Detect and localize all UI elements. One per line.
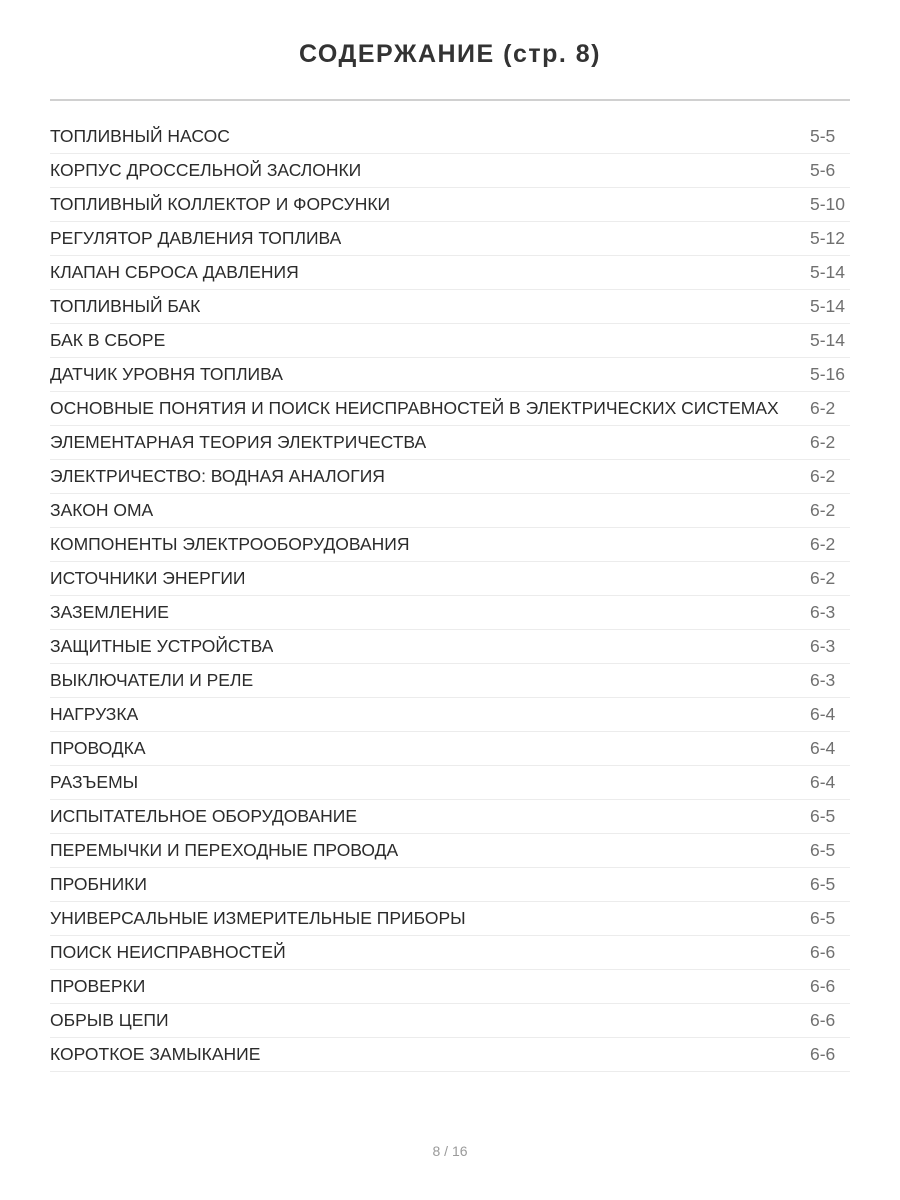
toc-entry[interactable] bbox=[50, 358, 850, 392]
toc-entry[interactable] bbox=[50, 800, 850, 834]
toc-entry-page: 6-5 bbox=[810, 908, 836, 928]
toc-entry[interactable] bbox=[50, 970, 850, 1004]
toc-entry[interactable] bbox=[50, 494, 850, 528]
toc-entry[interactable] bbox=[50, 392, 850, 426]
toc-entry-title: ЭЛЕМЕНТАРНАЯ ТЕОРИЯ ЭЛЕКТРИЧЕСТВА bbox=[50, 432, 427, 452]
toc-entry-title: ТОПЛИВНЫЙ БАК bbox=[50, 296, 201, 316]
toc-entry-title: ПРОВЕРКИ bbox=[50, 976, 146, 996]
toc-entry-page: 6-2 bbox=[810, 432, 836, 452]
toc-entry[interactable] bbox=[50, 120, 850, 154]
toc-entry-page: 6-2 bbox=[810, 534, 836, 554]
toc-entry[interactable] bbox=[50, 834, 850, 868]
toc-entry-page: 5-10 bbox=[810, 194, 846, 214]
toc-entry-title: РАЗЪЕМЫ bbox=[50, 772, 139, 792]
toc-entry[interactable] bbox=[50, 426, 850, 460]
toc-entry[interactable] bbox=[50, 766, 850, 800]
toc-entry-title: БАК В СБОРЕ bbox=[50, 330, 166, 350]
toc-entry-title: ЗАЗЕМЛЕНИЕ bbox=[50, 602, 169, 622]
toc-entry[interactable] bbox=[50, 256, 850, 290]
toc-entry-page: 6-4 bbox=[810, 738, 836, 758]
toc-entry-page: 6-6 bbox=[810, 942, 836, 962]
toc-entry-page: 6-5 bbox=[810, 806, 836, 826]
toc-entry-title: ПРОВОДКА bbox=[50, 738, 146, 758]
toc-entry[interactable] bbox=[50, 1038, 850, 1072]
toc-entry-page: 5-12 bbox=[810, 228, 846, 248]
toc-entry-title: УНИВЕРСАЛЬНЫЕ ИЗМЕРИТЕЛЬНЫЕ ПРИБОРЫ bbox=[50, 908, 466, 928]
toc-entry-title: КОМПОНЕНТЫ ЭЛЕКТРООБОРУДОВАНИЯ bbox=[50, 534, 410, 554]
toc-entry-page: 6-4 bbox=[810, 704, 836, 724]
toc-entry-title: КОРОТКОЕ ЗАМЫКАНИЕ bbox=[50, 1044, 261, 1064]
toc-entry-title: ПЕРЕМЫЧКИ И ПЕРЕХОДНЫЕ ПРОВОДА bbox=[50, 840, 399, 860]
toc-entry[interactable] bbox=[50, 222, 850, 256]
title-divider bbox=[50, 99, 850, 101]
toc-entry-page: 6-3 bbox=[810, 636, 836, 656]
toc-entry-title: КЛАПАН СБРОСА ДАВЛЕНИЯ bbox=[50, 262, 299, 282]
toc-entry-title: РЕГУЛЯТОР ДАВЛЕНИЯ ТОПЛИВА bbox=[50, 228, 342, 248]
toc-entry-page: 5-14 bbox=[810, 262, 846, 282]
toc-entry-title: ТОПЛИВНЫЙ НАСОС bbox=[50, 126, 230, 146]
toc-entry-page: 5-14 bbox=[810, 330, 846, 350]
toc-entry-page: 6-6 bbox=[810, 976, 836, 996]
toc-entry-title: ОБРЫВ ЦЕПИ bbox=[50, 1010, 169, 1030]
toc-entry-page: 6-5 bbox=[810, 874, 836, 894]
toc-entry[interactable] bbox=[50, 664, 850, 698]
toc-entry-title: ДАТЧИК УРОВНЯ ТОПЛИВА bbox=[50, 364, 283, 384]
toc-entry-title: ИСПЫТАТЕЛЬНОЕ ОБОРУДОВАНИЕ bbox=[50, 806, 358, 826]
toc-entry-title: ПОИСК НЕИСПРАВНОСТЕЙ bbox=[50, 942, 286, 962]
toc-entry-page: 6-2 bbox=[810, 500, 836, 520]
toc-entry-page: 6-3 bbox=[810, 670, 836, 690]
toc-entry-title: ЗАКОН ОМА bbox=[50, 500, 154, 520]
toc-entry-page: 5-6 bbox=[810, 160, 836, 180]
toc-entry-page: 5-5 bbox=[810, 126, 836, 146]
toc-entry-page: 6-2 bbox=[810, 398, 836, 418]
toc-entry[interactable] bbox=[50, 732, 850, 766]
toc-entry-title: НАГРУЗКА bbox=[50, 704, 139, 724]
toc-entry-title: ЭЛЕКТРИЧЕСТВО: ВОДНАЯ АНАЛОГИЯ bbox=[50, 466, 385, 486]
toc-entry[interactable] bbox=[50, 528, 850, 562]
toc-entry[interactable] bbox=[50, 596, 850, 630]
toc-entry-page: 5-14 bbox=[810, 296, 846, 316]
toc-entry[interactable] bbox=[50, 902, 850, 936]
toc-entry[interactable] bbox=[50, 936, 850, 970]
toc-entry[interactable] bbox=[50, 324, 850, 358]
toc-entry-title: ВЫКЛЮЧАТЕЛИ И РЕЛЕ bbox=[50, 670, 254, 690]
toc-entry-page: 6-4 bbox=[810, 772, 836, 792]
toc-entry-title: ПРОБНИКИ bbox=[50, 874, 147, 894]
toc-entry-page: 6-3 bbox=[810, 602, 836, 622]
toc-entry[interactable] bbox=[50, 868, 850, 902]
toc-entry-page: 6-6 bbox=[810, 1044, 836, 1064]
toc-entry[interactable] bbox=[50, 698, 850, 732]
toc-entry[interactable] bbox=[50, 154, 850, 188]
table-of-contents bbox=[50, 120, 850, 1072]
toc-entry[interactable] bbox=[50, 1004, 850, 1038]
toc-entry-page: 6-2 bbox=[810, 568, 836, 588]
toc-entry[interactable] bbox=[50, 562, 850, 596]
toc-entry-title: ЗАЩИТНЫЕ УСТРОЙСТВА bbox=[50, 636, 274, 656]
page-title: СОДЕРЖАНИЕ (стр. 8) bbox=[298, 40, 602, 68]
toc-entry-title: ТОПЛИВНЫЙ КОЛЛЕКТОР И ФОРСУНКИ bbox=[50, 194, 391, 214]
toc-entry-title: ОСНОВНЫЕ ПОНЯТИЯ И ПОИСК НЕИСПРАВНОСТЕЙ В ЭЛЕКТРИЧЕСКИХ СИСТЕМАХ bbox=[50, 398, 779, 418]
toc-entry-title: ИСТОЧНИКИ ЭНЕРГИИ bbox=[50, 568, 246, 588]
toc-entry[interactable] bbox=[50, 290, 850, 324]
toc-entry-title: КОРПУС ДРОССЕЛЬНОЙ ЗАСЛОНКИ bbox=[50, 160, 362, 180]
page-indicator: 8 / 16 bbox=[432, 1143, 468, 1159]
toc-entry-page: 6-5 bbox=[810, 840, 836, 860]
toc-entry[interactable] bbox=[50, 460, 850, 494]
toc-entry-page: 6-2 bbox=[810, 466, 836, 486]
toc-entry-page: 6-6 bbox=[810, 1010, 836, 1030]
toc-entry-page: 5-16 bbox=[810, 364, 846, 384]
toc-entry[interactable] bbox=[50, 630, 850, 664]
toc-entry[interactable] bbox=[50, 188, 850, 222]
